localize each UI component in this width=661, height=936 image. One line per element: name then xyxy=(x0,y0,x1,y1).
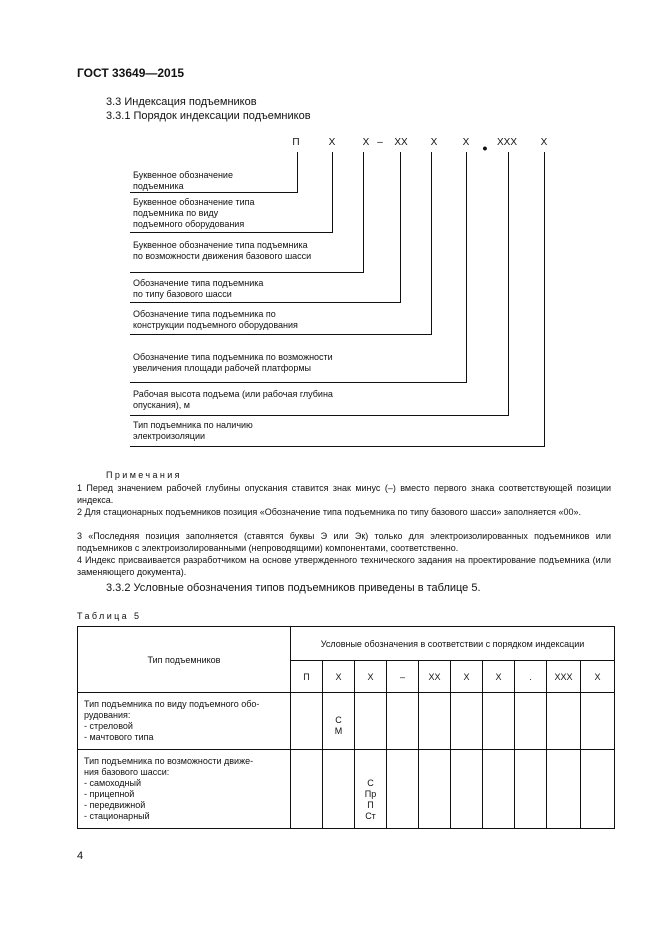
code-x1: Х xyxy=(328,137,336,148)
th-sub-x2: Х xyxy=(355,661,387,693)
th-sub-x5: Х xyxy=(581,661,615,693)
page-number: 4 xyxy=(77,850,84,862)
table-cell xyxy=(483,693,515,750)
table-cell xyxy=(581,750,615,829)
th-group: Условные обозначения в соответствии с порядком индексации xyxy=(291,627,615,661)
table-cell xyxy=(387,693,419,750)
code-xx: ХХ xyxy=(394,137,408,148)
diagram-label-3: Буквенное обозначение типа подъемника по возможности движения базового шасси xyxy=(133,240,312,261)
leader-rule-4 xyxy=(130,302,401,303)
th-sub-x3: Х xyxy=(451,661,483,693)
th-sub-dash: – xyxy=(387,661,419,693)
table-cell xyxy=(515,750,547,829)
standard-code: ГОСТ 33649—2015 xyxy=(77,66,185,80)
leader-line-1 xyxy=(297,152,298,192)
code-x2: Х xyxy=(362,137,370,148)
table-cell xyxy=(483,750,515,829)
code-x4: Х xyxy=(462,137,470,148)
code-p: П xyxy=(292,137,300,148)
table-cell xyxy=(291,750,323,829)
diagram-label-2: Буквенное обозначение типа подъемника по виду подъемного оборудования xyxy=(133,197,255,229)
code-xxx: ХХХ xyxy=(496,137,517,148)
diagram-label-6: Обозначение типа подъемника по возможности увеличения площади рабочей платформы xyxy=(133,352,333,373)
th-sub-xx: ХХ xyxy=(419,661,451,693)
code-dash: – xyxy=(377,137,383,148)
th-sub-xxx: ХХХ xyxy=(547,661,581,693)
table-cell xyxy=(387,750,419,829)
section-heading: 3.3 Индексация подъемников xyxy=(106,96,257,108)
table-cell xyxy=(419,693,451,750)
table-cell xyxy=(581,693,615,750)
leader-rule-8 xyxy=(130,446,545,447)
table-cell xyxy=(547,750,581,829)
leader-rule-1 xyxy=(130,192,298,193)
section-subheading: 3.3.1 Порядок индексации подъемников xyxy=(106,110,311,122)
table-cell xyxy=(323,750,355,829)
th-sub-dot: . xyxy=(515,661,547,693)
notes-title: Примечания xyxy=(106,470,182,480)
table-cell xyxy=(515,693,547,750)
diagram-label-7: Рабочая высота подъема (или рабочая глубина опускания), м xyxy=(133,389,333,410)
row-1-desc: Тип подъемника по виду подъемного обо- рудования: - стреловой - мачтового типа xyxy=(78,693,291,750)
diagram-label-4: Обозначение типа подъемника по типу базового шасси xyxy=(133,278,264,299)
row-2-desc: Тип подъемника по возможности движе- ния базового шасси: - самоходный - прицепной - передвижной - стационарный xyxy=(78,750,291,829)
diagram-label-8: Тип подъемника по наличию электроизоляции xyxy=(133,420,253,441)
table-caption: Таблица 5 xyxy=(77,611,142,621)
leader-rule-7 xyxy=(130,415,509,416)
note-3: 3 «Последняя позиция заполняется (ставятся буквы Э или Эк) только для электроизолированных подъемников или подъемников с электроизолированными (непроводящими) компонентами, соответственно. xyxy=(77,531,611,553)
table-cell xyxy=(451,750,483,829)
table-row xyxy=(78,693,615,750)
table-cell xyxy=(451,693,483,750)
leader-rule-2 xyxy=(130,232,333,233)
table-row xyxy=(78,750,615,829)
leader-rule-3 xyxy=(130,272,364,273)
row-2-values: С Пр П Ст xyxy=(355,750,387,829)
table-cell xyxy=(291,693,323,750)
table-5 xyxy=(77,626,615,829)
row-1-values: С М xyxy=(323,693,355,750)
leader-line-7 xyxy=(508,152,509,415)
code-x3: Х xyxy=(430,137,438,148)
code-dot: • xyxy=(482,140,488,156)
table-header-row xyxy=(78,627,615,661)
paragraph-332: 3.3.2 Условные обозначения типов подъемников приведены в таблице 5. xyxy=(106,582,481,594)
leader-line-4 xyxy=(400,152,401,302)
leader-rule-6 xyxy=(130,382,467,383)
note-1: 1 Перед значением рабочей глубины опускания ставится знак минус (–) вместо первого знака соответствующей позиции индекса. xyxy=(77,483,611,505)
leader-rule-5 xyxy=(130,334,432,335)
th-sub-x4: Х xyxy=(483,661,515,693)
leader-line-2 xyxy=(332,152,333,232)
note-4: 4 Индекс присваивается разработчиком на основе утвержденного технического задания на проектирование подъемника (или заменяющего документа). xyxy=(77,555,611,577)
leader-line-6 xyxy=(466,152,467,382)
leader-line-3 xyxy=(363,152,364,272)
table-cell xyxy=(419,750,451,829)
leader-line-8 xyxy=(544,152,545,446)
note-2: 2 Для стационарных подъемников позиция «Обозначение типа подъемника по типу базового шасси» заполняется «00». xyxy=(77,507,581,517)
th-sub-p: П xyxy=(291,661,323,693)
leader-line-5 xyxy=(431,152,432,334)
code-x5: Х xyxy=(540,137,548,148)
diagram-label-1: Буквенное обозначение подъемника xyxy=(133,170,233,191)
table-cell xyxy=(547,693,581,750)
th-sub-x1: Х xyxy=(323,661,355,693)
diagram-label-5: Обозначение типа подъемника по конструкции подъемного оборудования xyxy=(133,309,298,330)
th-type: Тип подъемников xyxy=(78,627,291,693)
table-cell xyxy=(355,693,387,750)
